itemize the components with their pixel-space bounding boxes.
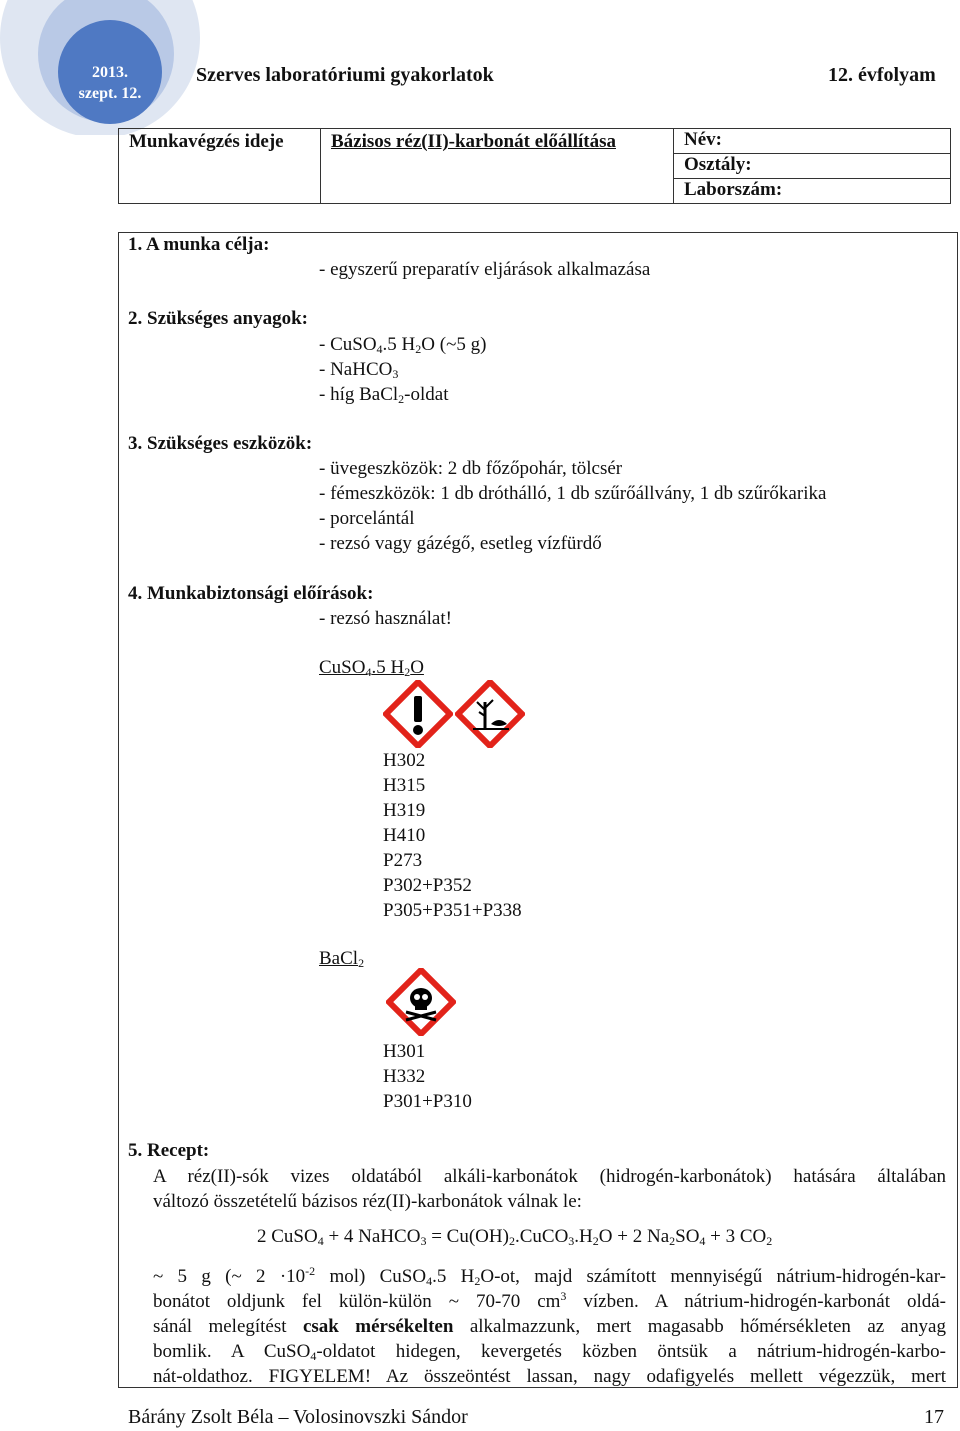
environment-hazard-icon <box>455 680 525 748</box>
date-line-1: 2013. <box>92 64 128 81</box>
recipe-intro-line: változó összetételű bázisos réz(II)-karbonátok válnak le: <box>153 1191 582 1212</box>
skull-crossbones-icon <box>386 968 456 1036</box>
recipe-line: bomlik. A CuSO$_4$-oldatot hidegen, kevergetés közben öntsük a nátrium-hidrogén-karbo- <box>153 1341 947 1363</box>
cuso4-hazard-name: CuSO$_4$.5 $H_2O$ <box>319 657 424 679</box>
precaution-code: P301+P310 <box>383 1091 472 1112</box>
content-frame <box>118 232 958 1388</box>
precaution-code: P305+P351+P338 <box>383 900 522 921</box>
reaction-equation: 2 CuSO$_4$ + 4 NaHCO$_3$ = $Cu(OH)_2.CuCO_3.H_2O + 2$ $Na_2SO_4 + 3$ $CO_2$ <box>257 1226 773 1248</box>
recipe-line: sánál melegítést csak mérsékelten alkalmazzunk, mert magasabb hőmérsékleten az anyag <box>153 1316 946 1337</box>
recipe-paragraph <box>153 1264 946 1389</box>
bacl2-hazard-name: BaCl$_2$ <box>319 948 365 970</box>
footer-authors: Bárány Zsolt Béla – Volosinovszki Sándor <box>128 1406 468 1428</box>
hazard-code: H301 <box>383 1041 426 1062</box>
work-time-label: Munkavégzés ideje <box>119 129 321 204</box>
tool-item: - fémeszközök: 1 db dróthálló, 1 db szűrőállvány, 1 db szűrőkarika <box>319 483 827 504</box>
tool-item: - rezsó vagy gázégő, esetleg vízfürdő <box>319 533 602 554</box>
name-field[interactable]: Név: <box>674 129 951 154</box>
exclamation-mark-icon <box>383 680 453 748</box>
section-tools-title: 3. Szükséges eszközök: <box>128 433 313 454</box>
material-nahco3: - NaHCO$_3$ <box>319 359 399 381</box>
experiment-title: Bázisos réz(II)-karbonát előállítása <box>321 129 674 204</box>
date-line-2: szept. 12. <box>78 85 142 102</box>
precaution-code: P273 <box>383 850 423 871</box>
lab-number-field[interactable]: Laborszám: <box>674 179 951 204</box>
header-grade: 12. évfolyam <box>828 64 936 86</box>
hazard-code: H315 <box>383 775 426 796</box>
hazard-code: H302 <box>383 750 426 771</box>
recipe-intro-line: A réz(II)-sók vizes oldatából alkáli-karbonátok (hidrogén-karbonátok) hatására általában <box>153 1166 946 1187</box>
material-bacl2: - híg BaCl$_2$-oldat <box>319 384 449 406</box>
recipe-line: bonátot oldjunk fel külön-külön ~ 70-70 $cm^3$ vízben. A nátrium-hidrogén-karbonát oldá- <box>153 1289 946 1312</box>
section-materials-title: 2. Szükséges anyagok: <box>128 308 308 329</box>
tool-item: - porcelántál <box>319 508 415 529</box>
header-title: Szerves laboratóriumi gyakorlatok <box>196 64 494 86</box>
footer-page-number: 17 <box>924 1406 944 1428</box>
aim-item: - egyszerű preparatív eljárások alkalmazása <box>319 259 651 280</box>
section-safety-title: 4. Munkabiztonsági előírások: <box>128 583 374 604</box>
info-table <box>118 128 951 204</box>
recipe-line: ~ 5 g (~ $2 \cdot 10^{-2}$ mol) CuSO$_4$.5 $H_2O-ot$, majd számított mennyiségű nátrium-hidrogén-kar- <box>153 1264 947 1288</box>
safety-item: - rezsó használat! <box>319 608 452 629</box>
section-aim-title: 1. A munka célja: <box>128 234 270 255</box>
material-cuso4: - CuSO$_4$.5 $H_2O$ (~5 g) <box>319 334 487 356</box>
hazard-code: H319 <box>383 800 426 821</box>
recipe-intro <box>153 1164 946 1214</box>
hazard-code: H332 <box>383 1066 426 1087</box>
cuso4-hazard-codes <box>383 748 522 923</box>
header-date <box>55 62 165 104</box>
class-field[interactable]: Osztály: <box>674 154 951 179</box>
section-recipe-title: 5. Recept: <box>128 1140 210 1161</box>
hazard-code: H410 <box>383 825 426 846</box>
precaution-code: P302+P352 <box>383 875 472 896</box>
recipe-line: nát-oldathoz. FIGYELEM! Az összeöntést lassan, nagy odafigyelés mellett végezzük, mert <box>153 1366 946 1387</box>
bacl2-hazard-codes <box>383 1039 472 1114</box>
tool-item: - üvegeszközök: 2 db főzőpohár, tölcsér <box>319 458 623 479</box>
